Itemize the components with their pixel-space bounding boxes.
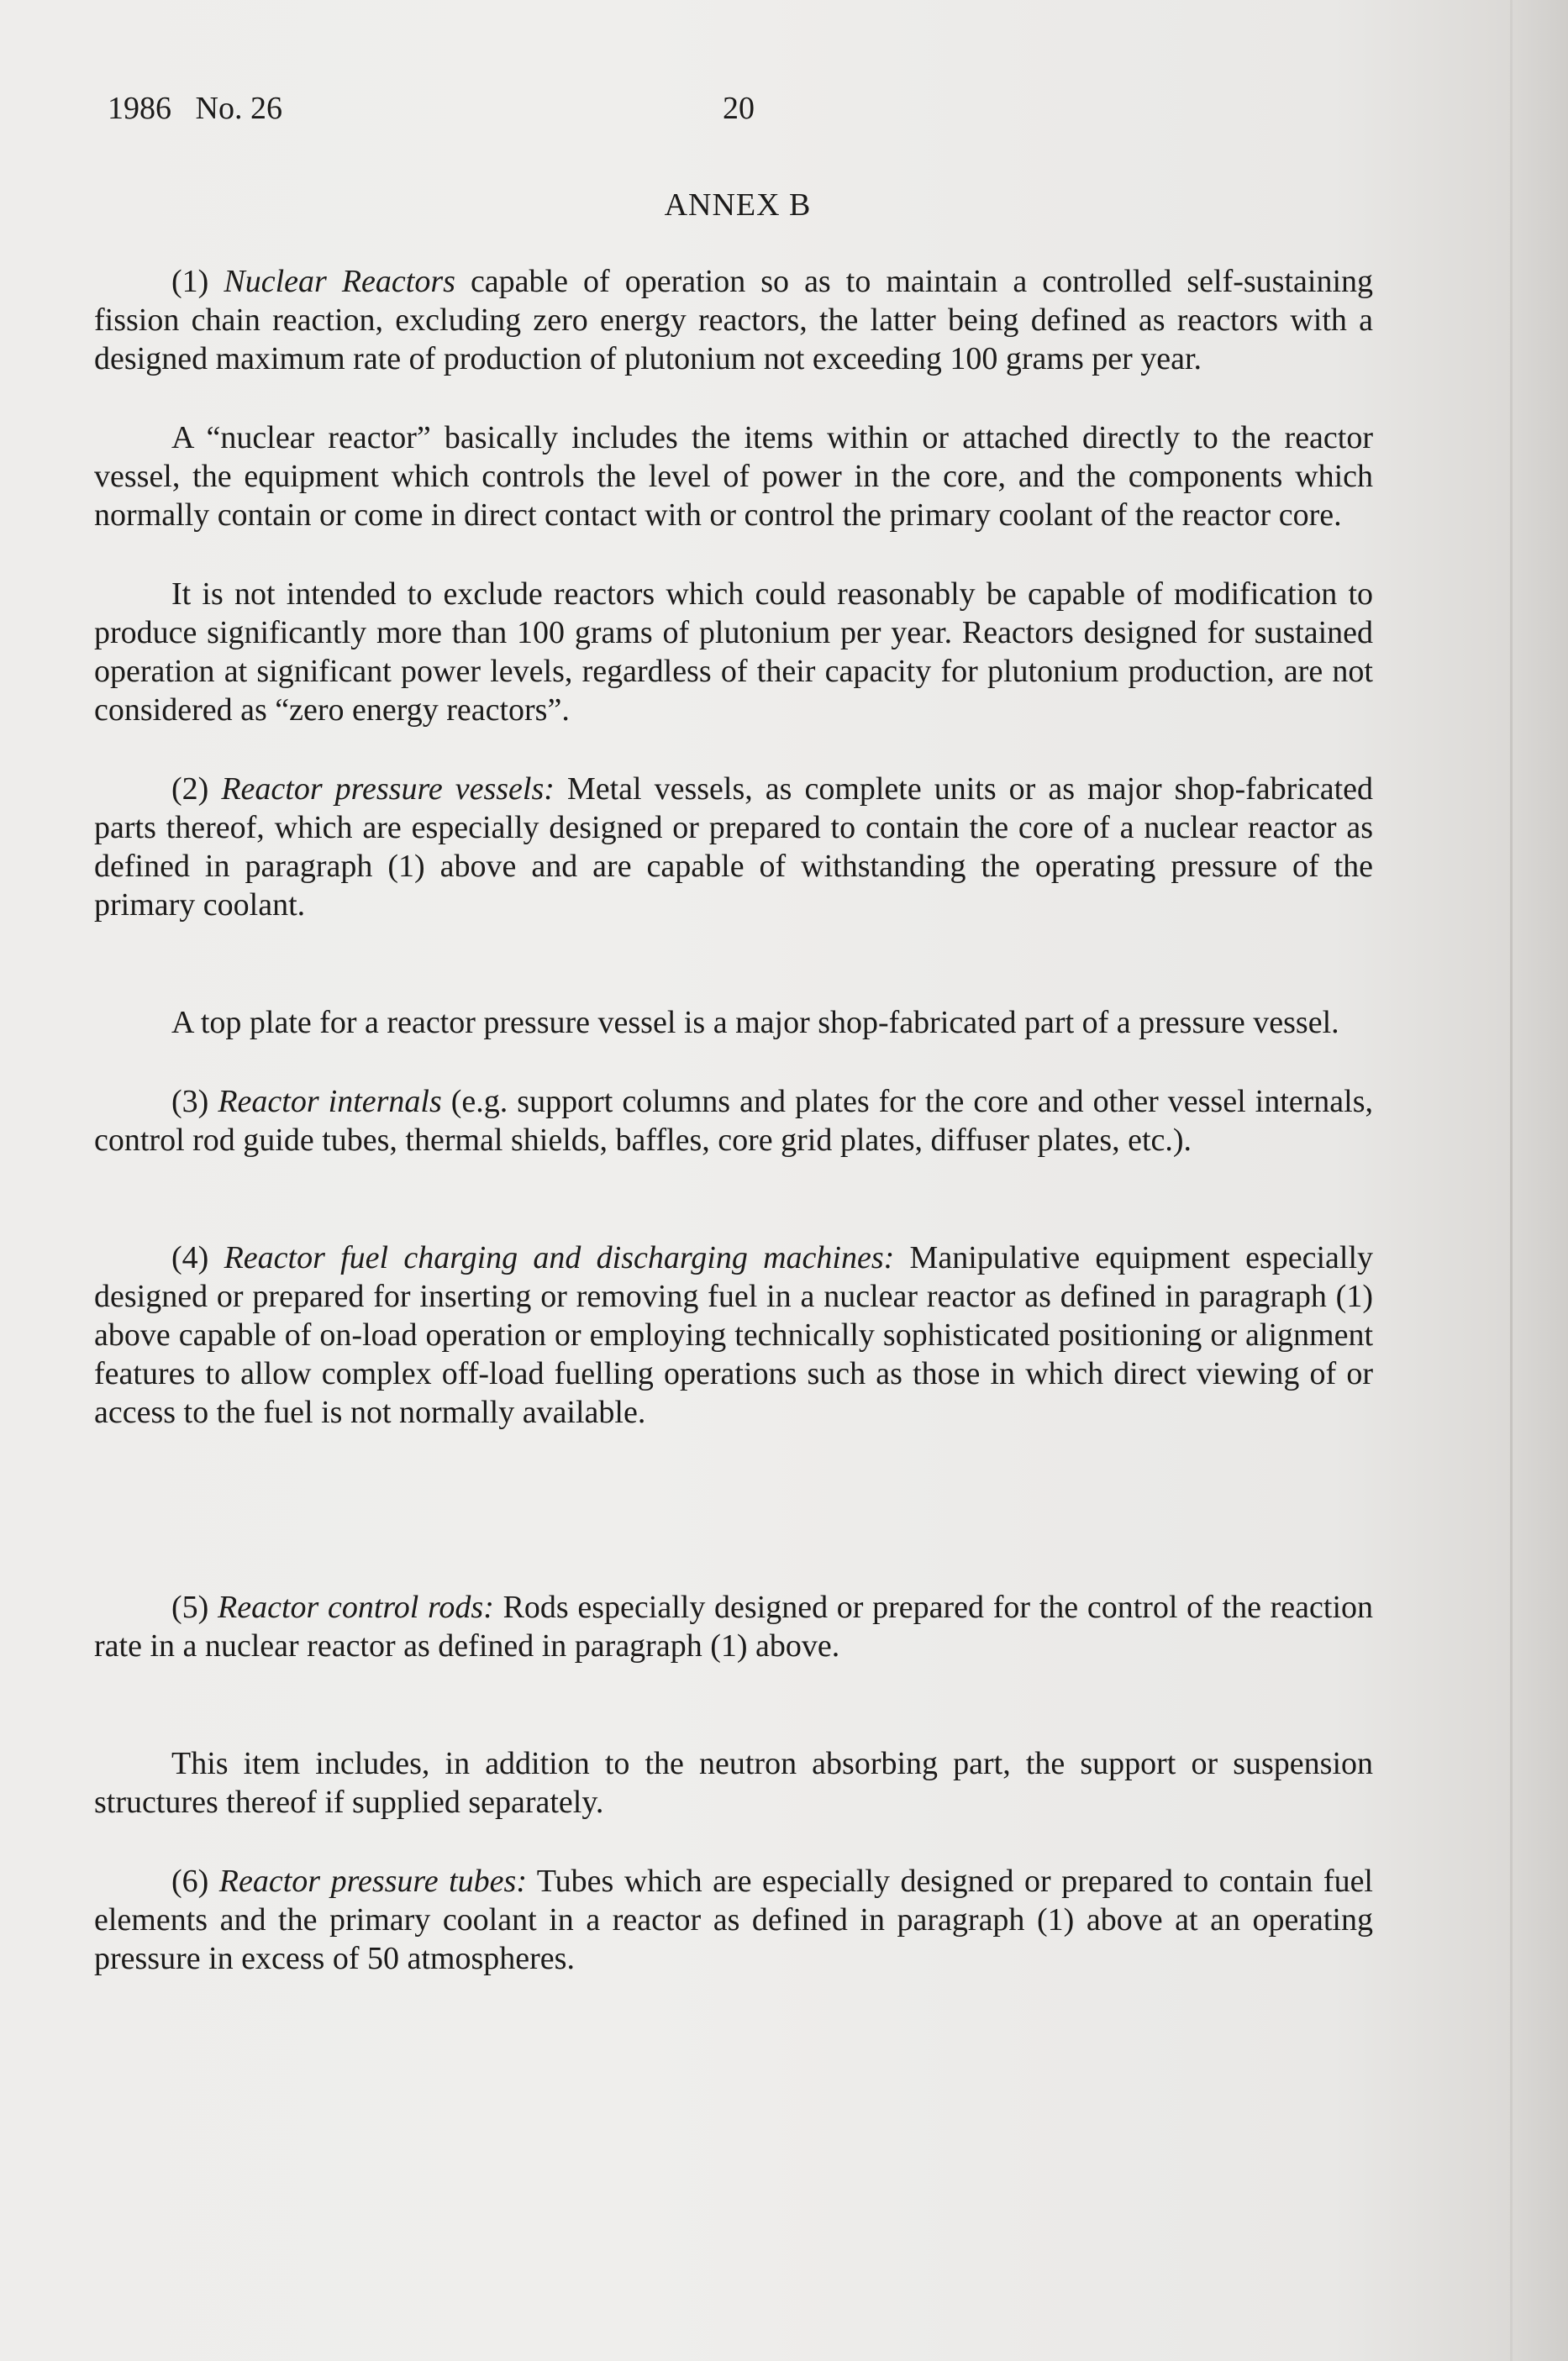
paragraph-text: Manipulative equipment especially designed or prepared for inserting or removing fuel in a nuclear reactor as defined in paragraph (1) above capable of on-load operation or employing technically sophisticated positioning or alignment features to allow complex off-load fuelling operations such as those in which direct viewing of or access to the fuel is not normally available. bbox=[94, 1240, 1374, 1430]
paragraph-text: A top plate for a reactor pressure vessel is a major shop-fabricated part of a pressure vessel. bbox=[171, 1005, 1339, 1040]
paragraph-label: (4) bbox=[171, 1240, 224, 1275]
header-year-number: 1986 No. 26 bbox=[108, 91, 282, 126]
paragraph-heading: Reactor internals bbox=[218, 1084, 442, 1119]
page-header bbox=[108, 87, 1368, 129]
paragraph-5-reactor-control-rods bbox=[94, 1588, 1373, 1665]
page-number: 20 bbox=[723, 91, 755, 126]
paragraph-text: Rods especially designed or prepared for the control of the reaction rate in a nuclear reactor as defined in paragraph (1) above. bbox=[94, 1590, 1374, 1664]
paragraph-zero-energy-reactors bbox=[94, 575, 1373, 729]
paragraph-text: It is not intended to exclude reactors which could reasonably be capable of modification to produce significantly more than 100 grams of plutonium per year. Reactors designed for sustained operation at significant power levels, regardless of their capacity for plutonium production, are not considered as “zero energy reactors”. bbox=[94, 576, 1373, 728]
paragraph-heading: Reactor pressure vessels: bbox=[221, 771, 555, 807]
body-text bbox=[94, 262, 1373, 1978]
paragraph-text: Metal vessels, as complete units or as major shop-fabricated parts thereof, which are especially designed or prepared to contain the core of a nuclear reactor as defined in paragraph (1) above and are capable of withstanding the operating pressure of the primary coolant. bbox=[94, 771, 1374, 923]
paragraph-heading: Reactor fuel charging and discharging machines: bbox=[224, 1240, 895, 1275]
paragraph-text: A “nuclear reactor” basically includes the items within or attached directly to the reactor vessel, the equipment which controls the level of power in the core, and the components which normally contain or come in direct contact with or control the primary coolant of the reactor core. bbox=[94, 420, 1373, 533]
paragraph-4-fuel-charging-machines bbox=[94, 1238, 1373, 1432]
paragraph-label: (3) bbox=[171, 1084, 218, 1119]
paragraph-label: (6) bbox=[171, 1864, 219, 1899]
paragraph-text: (e.g. support columns and plates for the core and other vessel internals, control rod guide tubes, thermal shields, baffles, core grid plates, diffuser plates, etc.). bbox=[94, 1084, 1373, 1158]
paragraph-label: (1) bbox=[171, 264, 224, 299]
paragraph-text: This item includes, in addition to the neutron absorbing part, the support or suspension structures thereof if supplied separately. bbox=[94, 1746, 1373, 1820]
paragraph-text: capable of operation so as to maintain a controlled self-sustaining fission chain reaction, excluding zero energy reactors, the latter being defined as reactors with a designed maximum rate of production of plutonium not exceeding 100 grams per year. bbox=[94, 264, 1373, 376]
paragraph-nuclear-reactor-definition bbox=[94, 418, 1373, 534]
paragraph-heading: Reactor pressure tubes: bbox=[218, 1864, 527, 1899]
paragraph-heading: Reactor control rods: bbox=[218, 1590, 494, 1625]
paragraph-6-reactor-pressure-tubes bbox=[94, 1862, 1373, 1978]
paragraph-control-rod-support bbox=[94, 1744, 1373, 1822]
paragraph-heading: Nuclear Reactors bbox=[224, 264, 455, 299]
paragraph-2-reactor-pressure-vessels bbox=[94, 770, 1373, 924]
paragraph-label: (5) bbox=[171, 1590, 218, 1625]
paragraph-3-reactor-internals bbox=[94, 1082, 1373, 1159]
paragraph-top-plate bbox=[94, 1003, 1373, 1042]
paragraph-1-nuclear-reactors bbox=[94, 262, 1373, 378]
annex-title: ANNEX B bbox=[664, 187, 812, 223]
paragraph-label: (2) bbox=[171, 771, 222, 807]
page-gutter bbox=[1510, 0, 1513, 2361]
paragraph-text: Tubes which are especially designed or prepared to contain fuel elements and the primary coolant in a reactor as defined in paragraph (1) above at an operating pressure in excess of 50 atmospheres. bbox=[94, 1864, 1373, 1976]
